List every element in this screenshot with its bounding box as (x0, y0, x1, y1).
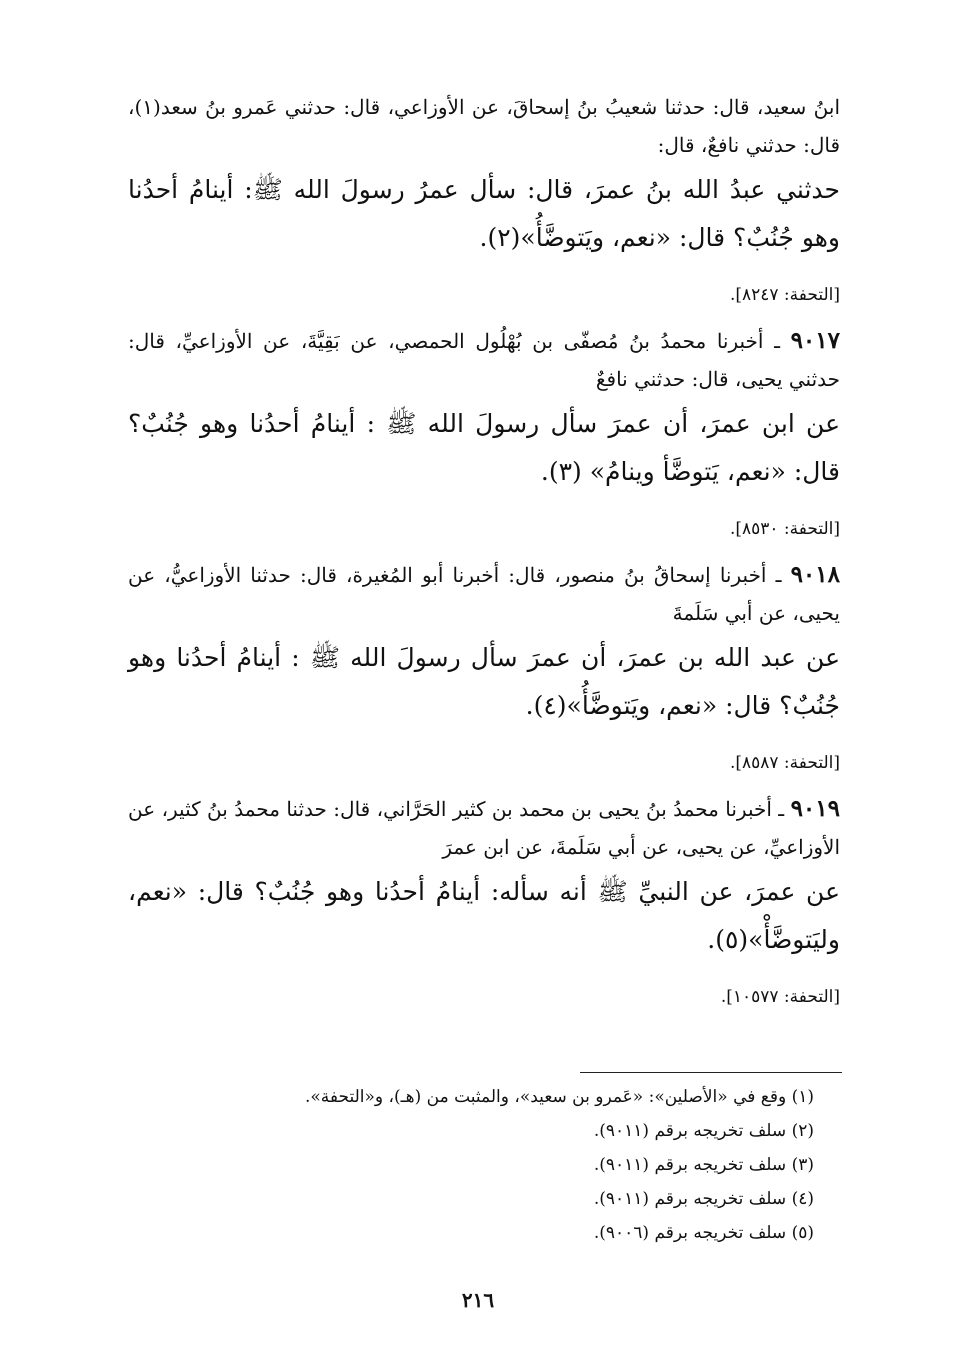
isnad-text (128, 322, 840, 398)
hadith-9019 (128, 790, 840, 1012)
matn-text: عن عمرَ، عن النبيِّ ﷺ أنه سأله: أينامُ أحدُنا وهو جُنُبٌ؟ قال: «نعم، وليَتوضَّأْ»(٥). (128, 877, 840, 954)
tuhfa-reference: [التحفة: ٨٥٨٧]. (729, 753, 840, 773)
footnote-3: (٣) سلف تخريجه برقم (٩٠١١). (593, 1155, 814, 1175)
isnad-chain: ـ أخبرنا محمدُ بنُ يحيى بن محمد بن كثير الحَرَّاني، قال: حدثنا محمدُ بنُ كثير، عن الأوزاعيِّ، عن يحيى، عن أبي سَلَمةَ، عن ابن عمرَ (128, 797, 840, 859)
footnote-4: (٤) سلف تخريجه برقم (٩٠١١). (593, 1189, 814, 1209)
isnad-chain: ـ أخبرنا إسحاقُ بنُ منصور، قال: أخبرنا أبو المُغيرة، قال: حدثنا الأوزاعيُّ، عن يحيى، عن أبي سَلَمةَ (128, 563, 840, 625)
footnote-1: (١) وقع في «الأصلين»: «عَمرو بن سعيد»، والمثبت من (هـ)، و«التحفة». (304, 1087, 814, 1107)
footnote-separator (580, 1072, 842, 1073)
matn-text: حدثني عبدُ الله بنُ عمرَ، قال: سأل عمرُ رسولَ الله ﷺ: أينامُ أحدُنا وهو جُنُبٌ؟ قال: «نعم، ويَتوضَّأُ»(٢). (128, 175, 840, 252)
page-body (128, 88, 840, 1024)
isnad-chain: ـ أخبرنا محمدُ بنُ مُصفّى بن بُهْلُول الحمصي، عن بَقِيَّةَ، عن الأوزاعيِّ، قال: حدثني يحيى، قال: حدثني نافعٌ (128, 329, 840, 391)
hadith-9017 (128, 322, 840, 544)
isnad-text (128, 556, 840, 632)
isnad-text: ابنُ سعيد، قال: حدثنا شعيبُ بنُ إسحاقَ، عن الأوزاعي، قال: حدثني عَمرو بنُ سعد(١)، قال: حدثني نافعٌ، قال: (128, 95, 841, 157)
tuhfa-reference: [التحفة: ٨٢٤٧]. (729, 285, 840, 305)
tuhfa-reference: [التحفة: ١٠٥٧٧]. (720, 987, 840, 1007)
hadith-9018 (128, 556, 840, 778)
footnote-2: (٢) سلف تخريجه برقم (٩٠١١). (593, 1121, 814, 1141)
hadith-number: ٩٠١٨ (790, 561, 840, 588)
footnote-5: (٥) سلف تخريجه برقم (٩٠٠٦). (593, 1223, 814, 1243)
tuhfa-reference: [التحفة: ٨٥٣٠]. (729, 519, 840, 539)
isnad-text (128, 790, 840, 866)
footnotes (128, 1080, 814, 1250)
matn-text: عن ابن عمرَ، أن عمرَ سأل رسولَ الله ﷺ : أينامُ أحدُنا وهو جُنُبٌ؟ قال: «نعم، يَتوضَّأ وينامُ» (٣). (128, 409, 840, 486)
matn-text: عن عبد الله بن عمرَ، أن عمرَ سأل رسولَ الله ﷺ : أينامُ أحدُنا وهو جُنُبٌ؟ قال: «نعم، ويَتوضَّأُ»(٤). (128, 643, 840, 720)
page-number: ٢١٦ (461, 1288, 495, 1312)
hadith-number: ٩٠١٩ (790, 795, 840, 822)
hadith-number: ٩٠١٧ (790, 327, 840, 354)
hadith-intro (128, 88, 840, 310)
